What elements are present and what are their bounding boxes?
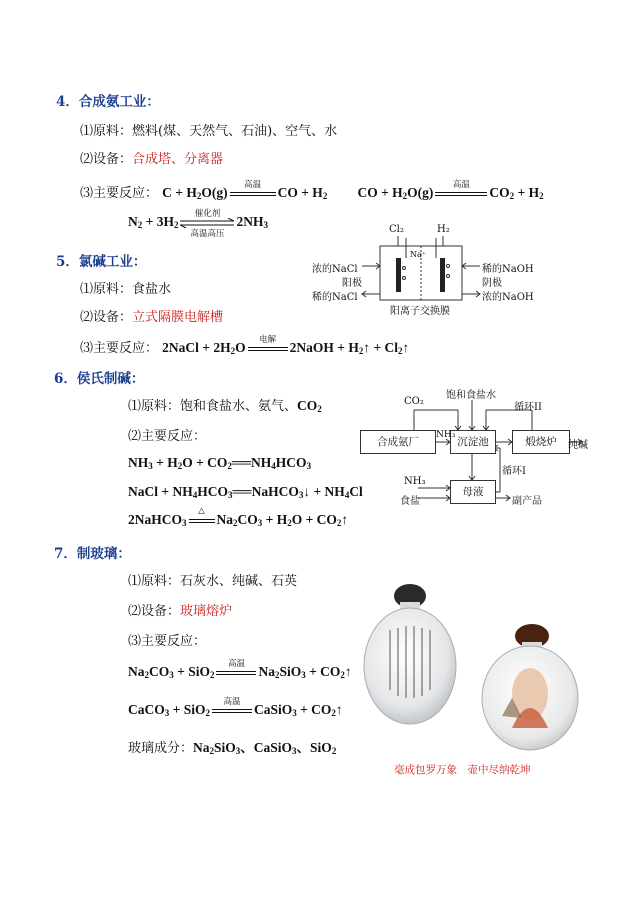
s6-reaction-label: ⑵主要反应： [128, 429, 207, 444]
s4-eq2-cond: 高温 [452, 178, 470, 189]
section-5-title: 5．氯碱工业： [56, 254, 147, 270]
s5-raw-materials: ⑴原料：食盐水 [80, 282, 172, 297]
electrolysis-diagram [312, 224, 534, 317]
s7-eq1-cond: 高温 [227, 657, 245, 668]
label-soda: 纯碱 [568, 440, 588, 451]
s6-eq2: NaCl + $NH_4HCO_3══NaHCO_3↓ + NH_4Cl$ [128, 484, 363, 500]
s5-reaction [80, 333, 410, 356]
label-cycle2: 循环II [514, 402, 542, 413]
s4-raw-materials: ⑴原料：燃料(煤、天然气、石油)、空气、水 [80, 124, 338, 139]
diagram-right-out: 浓的NaOH [482, 292, 534, 303]
s4-eq3-cond-top: 催化剂 [194, 207, 221, 218]
s4-eq1: $C + H_2O(g)$ 高温 CO + $H_2$ [162, 178, 328, 201]
diagram-na-ion: Na⁺ [410, 250, 426, 259]
s6-eq1: $NH_3 + H_2O$ + $CO_2══NH_4HCO_3$ [128, 455, 312, 471]
s7-eq1: $Na_2CO_3 + SiO_2$ 高温 $Na_2SiO_3$ + $CO_2↑$ [128, 657, 352, 680]
s7-equipment-label: ⑵设备： [128, 604, 181, 619]
box-furnace: 煅烧炉 [512, 430, 570, 454]
diagram-left-out: 稀的NaCl [312, 292, 358, 303]
diagram-left-in: 浓的NaCl [312, 264, 358, 275]
s5-reaction-label: ⑶主要反应： [80, 341, 159, 356]
diagram-right-in: 稀的NaOH [482, 264, 534, 275]
s4-equipment [80, 148, 223, 167]
diagram-h2: H₂ [437, 224, 450, 235]
s4-eq3-cond-bottom: 高温高压 [190, 227, 225, 238]
label-nh3-b: NH₃ [404, 476, 426, 487]
s6-raw-label: ⑴原料：饱和食盐水、氨气、 [128, 399, 298, 414]
label-cycle1: 循环I [502, 466, 526, 477]
label-salt: 食盐 [400, 496, 420, 507]
s7-equipment-value: 玻璃熔炉 [180, 604, 233, 619]
s7-composition-value: $Na_2SiO_3$、CaSiO$_3$、SiO$_2$ [193, 740, 337, 756]
s7-raw-materials: ⑴原料：石灰水、纯碱、石英 [128, 574, 298, 589]
box-mother-liquor: 母液 [450, 480, 496, 504]
box-ammonia-plant: 合成氨厂 [360, 430, 436, 454]
s4-eq1-cond: 高温 [244, 178, 262, 189]
s7-reaction-label: ⑶主要反应： [128, 634, 207, 649]
s4-equipment-value: 合成塔、分离器 [132, 152, 224, 167]
s5-equipment [80, 306, 223, 325]
s5-eq1-cond: 电解 [259, 333, 277, 344]
diagram-cathode: 阴极 [482, 278, 502, 289]
snuff-bottles-image [362, 578, 582, 774]
s6-raw-materials [128, 395, 322, 414]
label-brine: 饱和食盐水 [446, 390, 496, 401]
s7-composition [128, 736, 336, 756]
label-nh3-a: NH₃ [436, 430, 456, 440]
box-settling-tank: 沉淀池 [450, 430, 496, 454]
s4-eq2: CO + $H_2O(g)$ 高温 $CO_2 + H_2$ [357, 178, 544, 201]
s4-reactions-line1 [80, 178, 544, 201]
section-4-title: 4．合成氨工业： [56, 94, 160, 110]
section-7-title: 7．制玻璃： [54, 546, 131, 562]
section-6-title: 6．侯氏制碱： [54, 371, 145, 387]
bottles-illustration [362, 578, 582, 754]
s5-equipment-value: 立式隔膜电解槽 [132, 310, 224, 325]
s5-eq1: 2NaCl + $2H_2O$ 电解 2NaOH + $H_2↑$ + $Cl_2↑$ [162, 333, 410, 356]
s5-equipment-label: ⑵设备： [80, 310, 133, 325]
s7-equipment [128, 600, 232, 619]
s6-raw-co2: $CO_2$ [297, 398, 322, 414]
s4-eq3: $N_2 + 3H_2$ 催化剂 高温高压 $2NH_3$ [128, 207, 268, 238]
label-byproduct: 副产品 [512, 496, 542, 507]
s7-composition-label: 玻璃成分： [128, 741, 194, 756]
s4-reaction-label: ⑶主要反应： [80, 186, 159, 201]
label-co2: CO₂ [404, 396, 424, 407]
bottles-caption: 毫成包罗万象 壶中尽纳乾坤 [394, 764, 531, 776]
s7-eq2: CaCO$_3$ + SiO$_2$ 高温 CaSiO$_3$ + $CO_2↑$ [128, 695, 343, 718]
diagram-cl2: Cl₂ [389, 224, 404, 235]
diagram-anode: 阳极 [342, 278, 362, 289]
s6-eq3: 2NaHCO$_3$ △ $Na_2CO_3 + H_2O$ + $CO_2↑$ [128, 504, 349, 528]
s7-eq2-cond: 高温 [223, 695, 241, 706]
s4-equipment-label: ⑵设备： [80, 152, 133, 167]
hou-process-diagram [360, 386, 600, 510]
diagram-membrane: 阳离子交换膜 [390, 306, 450, 317]
